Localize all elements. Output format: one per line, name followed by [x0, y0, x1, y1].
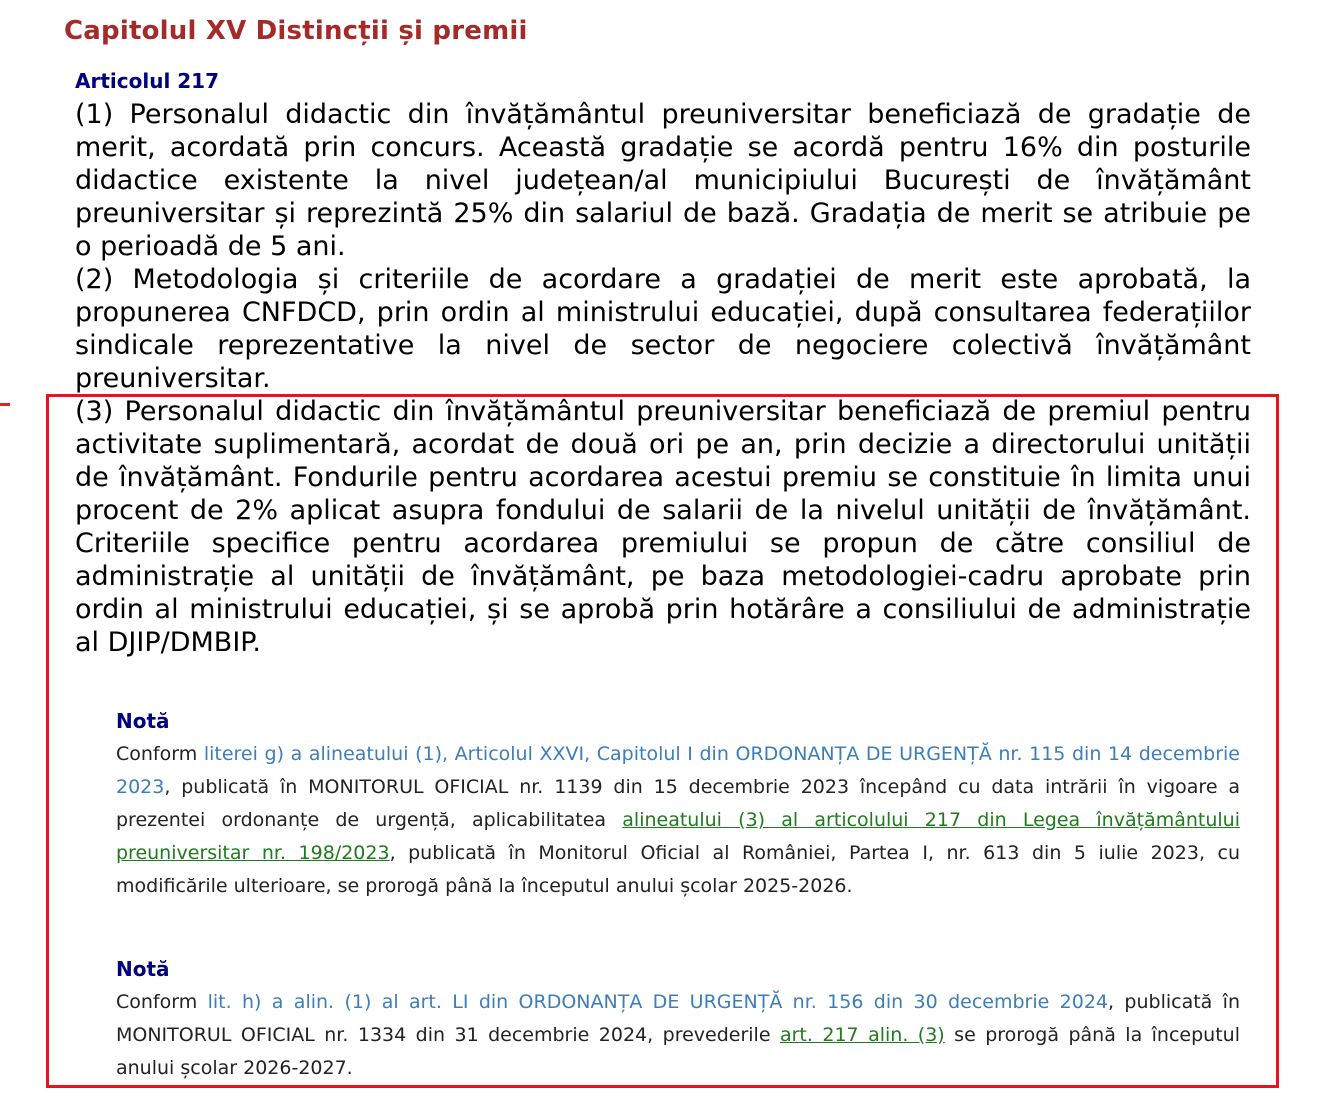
- source-reference-link[interactable]: lit. h) a alin. (1) al art. LI din ORDONANȚA DE URGENȚĂ nr. 156 din 30 decembrie 2024: [207, 991, 1109, 1013]
- note-middle-text: , publicată în MONITORUL OFICIAL nr. 1334 din 31 decembrie 2024, prevederile: [116, 991, 1240, 1046]
- target-article-link[interactable]: art. 217 alin. (3): [779, 1024, 945, 1046]
- note-prefix: Conform: [116, 991, 208, 1013]
- note-body: [116, 986, 1240, 1085]
- note-suffix: , publicată în Monitorul Oficial al României, Partea I, nr. 613 din 5 iulie 2023, cu modificările ulterioare, se prorogă până la începutul anului școlar 2025-2026.: [116, 842, 1240, 897]
- article-paragraph-3: (3) Personalul didactic din învățământul preuniversitar beneficiază de premiul pentru activitate suplimentară, acordat de două ori pe an, prin decizie a directorului unității de învățământ. Fondurile pentru acordarea acestui premiu se constituie în limita unui procent de 2% aplicat asupra fondului de salarii de la nivelul unității de învățământ. Criteriile specifice pentru acordarea premiului se propun de către consiliul de administrație al unității de învățământ, pe baza metodologiei-cadru aprobate prin ordin al ministrului educației, și se aprobă prin hotărâre a consiliului de administrație al DJIP/DMBIP.: [75, 396, 1251, 658]
- note-body: [116, 738, 1240, 903]
- note-title: Notă: [116, 957, 170, 981]
- note-block: [116, 953, 1240, 1085]
- note-prefix: Conform: [116, 743, 204, 765]
- note-block: [116, 705, 1240, 903]
- target-article-link[interactable]: alineatului (3) al articolului 217 din Legea învățământului preuniversitar nr. 198/2023: [116, 809, 1240, 864]
- source-reference-link[interactable]: literei g) a alineatului (1), Articolul XXVI, Capitolul I din ORDONANȚA DE URGENȚĂ nr. 115 din 14 decembrie 2023: [116, 743, 1240, 798]
- article-heading: Articolul 217: [75, 69, 220, 93]
- article-paragraph-1: (1) Personalul didactic din învățământul preuniversitar beneficiază de gradație de merit, acordată prin concurs. Această gradație se acordă pentru 16% din posturile didactice existente la nivel județean/al municipiului București de învățământ preuniversitar și reprezintă 25% din salariul de bază. Gradația de merit se atribuie pe o perioadă de 5 ani.: [75, 99, 1251, 262]
- note-suffix: se prorogă până la începutul anului școlar 2026-2027.: [116, 1024, 1240, 1079]
- chapter-title: Capitolul XV Distincții și premii: [64, 16, 528, 46]
- article-paragraph-2: (2) Metodologia și criteriile de acordare a gradației de merit este aprobată, la propunerea CNFDCD, prin ordin al ministrului educației, după consultarea federațiilor sindicale reprezentative la nivel de sector de negociere colectivă învățământ preuniversitar.: [75, 264, 1251, 394]
- change-marker: [0, 403, 10, 406]
- note-middle-text: , publicată în MONITORUL OFICIAL nr. 1139 din 15 decembrie 2023 începând cu data intrării în vigoare a prezentei ordonanțe de urgență, aplicabilitatea: [116, 776, 1240, 831]
- note-title: Notă: [116, 709, 170, 733]
